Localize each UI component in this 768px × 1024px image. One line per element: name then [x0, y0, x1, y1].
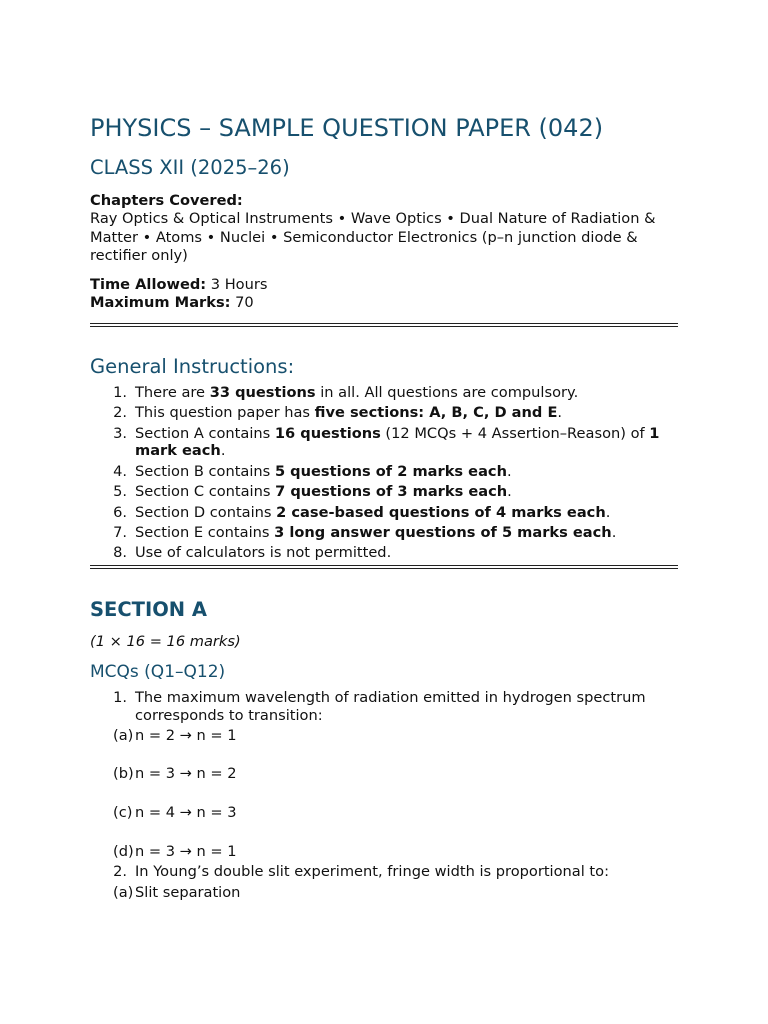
mcq-subheading: MCQs (Q1–Q12) — [90, 662, 226, 682]
option-label: (d) — [113, 843, 134, 860]
instruction-item — [90, 544, 678, 562]
time-label: Time Allowed: — [90, 276, 207, 293]
option-d — [113, 843, 237, 861]
option-text: n = 3 → n = 2 — [135, 765, 237, 782]
instruction-text: (12 MCQs + 4 Assertion–Reason) of — [380, 424, 650, 442]
option-label: (b) — [113, 765, 134, 782]
paper-meta — [90, 276, 678, 313]
instruction-text: Section C contains — [135, 483, 276, 501]
instructions-heading: General Instructions: — [90, 355, 295, 378]
instruction-item — [90, 404, 678, 422]
instruction-text: . — [220, 442, 226, 460]
time-value: 3 Hours — [206, 276, 268, 293]
list-number: 2. — [113, 404, 127, 422]
instruction-item — [90, 504, 678, 522]
marks-label: Maximum Marks: — [90, 294, 231, 312]
question-1 — [90, 689, 678, 724]
instruction-text: Section A contains — [135, 424, 275, 442]
list-number: 5. — [113, 483, 127, 501]
list-number: 6. — [113, 503, 127, 521]
chapters-label: Chapters Covered: — [90, 192, 243, 209]
double-rule-divider — [90, 565, 678, 569]
instruction-item — [90, 425, 678, 460]
double-rule-divider — [90, 323, 678, 327]
instruction-text: . — [605, 503, 611, 521]
instruction-text: . — [557, 404, 563, 422]
instruction-text: . — [506, 462, 512, 480]
chapters-text: Ray Optics & Optical Instruments • Wave Optics • Dual Nature of Radiation & Matter • Atoms • Nuclei • Semiconductor Electronics (p–n junction diode & rectifier only) — [90, 210, 656, 265]
instruction-text: Section E contains — [135, 523, 275, 541]
instructions-list — [90, 384, 678, 565]
list-number: 8. — [113, 544, 127, 562]
instruction-item — [90, 463, 678, 481]
instruction-text: . — [611, 523, 617, 541]
instruction-text: Use of calculators is not permitted. — [135, 544, 392, 562]
option-a — [113, 884, 240, 902]
section-a-marks: (1 × 16 = 16 marks) — [90, 633, 241, 650]
instruction-text: This question paper has — [135, 404, 315, 422]
question-number: 1. — [113, 689, 127, 706]
option-label: (a) — [113, 727, 134, 744]
option-b — [113, 765, 237, 783]
question-2 — [90, 863, 678, 881]
question-number: 2. — [113, 863, 127, 880]
instruction-bold: 33 questions — [209, 384, 316, 401]
instruction-text: There are — [135, 384, 210, 401]
instruction-text: . — [507, 483, 512, 501]
marks-value: 70 — [230, 294, 254, 312]
option-text: Slit separation — [135, 884, 241, 901]
section-a-heading: SECTION A — [90, 598, 208, 621]
paper-title: PHYSICS – SAMPLE QUESTION PAPER (042) — [90, 114, 604, 142]
instruction-bold: 5 questions of 2 marks each — [274, 462, 507, 480]
instruction-text: Section D contains — [135, 503, 277, 521]
instruction-bold: 2 case-based questions of 4 marks each — [276, 503, 606, 521]
option-text: n = 4 → n = 3 — [135, 804, 237, 821]
list-number: 1. — [113, 384, 127, 401]
instruction-bold: 3 long answer questions of 5 marks each — [274, 523, 612, 541]
instruction-bold: 1 mark each — [135, 424, 660, 460]
instruction-item — [90, 524, 678, 542]
question-text: In Young’s double slit experiment, fringe width is proportional to: — [135, 863, 609, 880]
instruction-item — [90, 483, 678, 501]
instruction-bold: 7 questions of 3 marks each — [275, 483, 508, 501]
question-text: The maximum wavelength of radiation emitted in hydrogen spectrum corresponds to transition: — [135, 689, 646, 724]
instruction-bold: 16 questions — [274, 424, 381, 442]
instruction-bold: five sections: A, B, C, D and E — [314, 404, 558, 422]
instruction-text: Section B contains — [135, 462, 275, 480]
option-c — [113, 804, 237, 822]
class-subtitle: CLASS XII (2025–26) — [90, 156, 290, 179]
instruction-text: in all. All questions are compulsory. — [315, 384, 579, 401]
option-a — [113, 727, 237, 745]
option-text: n = 2 → n = 1 — [135, 727, 237, 744]
option-label: (a) — [113, 884, 134, 901]
list-number: 4. — [113, 462, 127, 480]
option-text: n = 3 → n = 1 — [135, 843, 237, 860]
option-label: (c) — [113, 804, 133, 821]
instruction-item — [90, 384, 678, 402]
chapters-block — [90, 192, 678, 266]
list-number: 3. — [113, 424, 127, 442]
list-number: 7. — [113, 523, 127, 541]
